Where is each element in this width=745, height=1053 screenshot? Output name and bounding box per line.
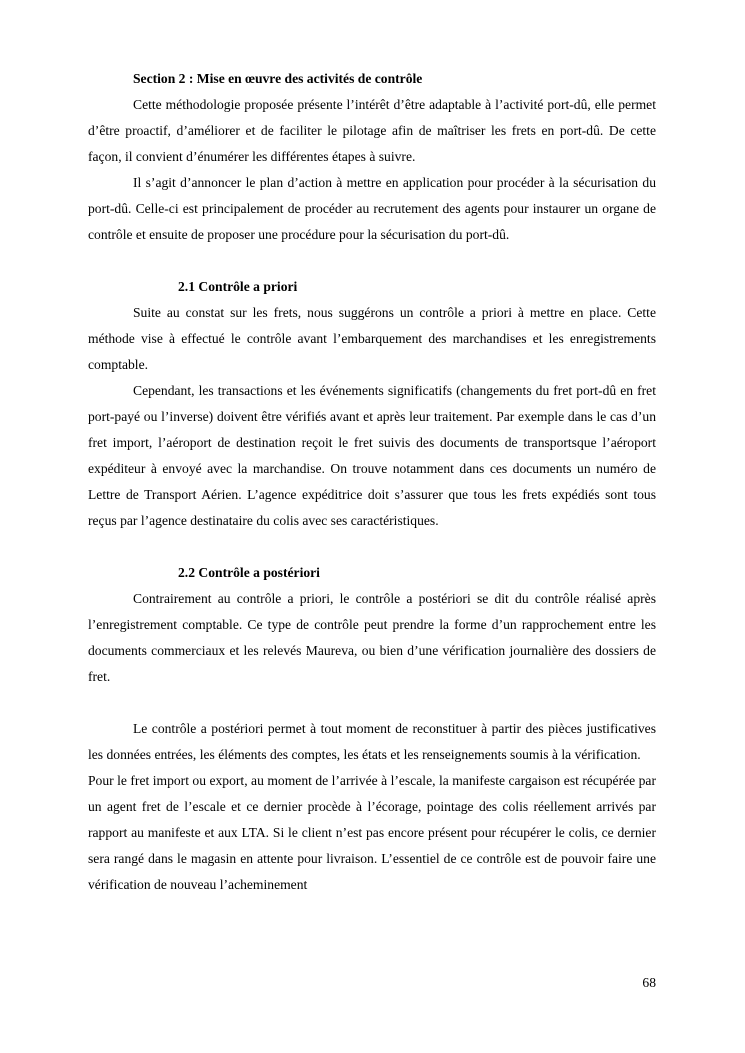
subsection-title-posteriori: 2.2 Contrôle a postériori xyxy=(178,565,320,580)
spacer xyxy=(88,534,656,560)
posteriori-paragraph-1: Contrairement au contrôle a priori, le contrôle a postériori se dit du contrôle réalisé après l’enregistrement comptable. Ce type de contrôle peut prendre la forme d’un rapprochement entre les documents commerciaux et les relevés Maureva, ou bien d’une vérification journalière des dossiers de fret. xyxy=(88,591,656,684)
intro-paragraph-2: Il s’agit d’annoncer le plan d’action à mettre en application pour procéder à la sécurisation du port-dû. Celle-ci est principalement de procéder au recrutement des agents pour instaurer un organe de contrôle et ensuite de proposer une procédure pour la sécurisation du port-dû. xyxy=(88,175,656,242)
page-number: 68 xyxy=(642,975,656,990)
priori-paragraph-1: Suite au constat sur les frets, nous suggérons un contrôle a priori à mettre en place. Cette méthode vise à effectué le contrôle avant l’embarquement des marchandises et les enregistrements comptable. xyxy=(88,305,656,372)
priori-paragraph-2: Cependant, les transactions et les événements significatifs (changements du fret port-dû en fret port-payé ou l’inverse) doivent être vérifiés avant et après leur traitement. Par exemple dans le cas d’un fret import, l’aéroport de destination reçoit le fret suivis des documents de transportsque l’aéroport expéditeur à envoyé avec la marchandise. On trouve notamment dans ces documents un numéro de Lettre de Transport Aérien. L’agence expéditrice doit s’assurer que tous les frets expédiés sont tous reçus par l’agence destinataire du colis avec ses caractéristiques. xyxy=(88,383,656,528)
spacer xyxy=(88,248,656,274)
posteriori-paragraph-3: Pour le fret import ou export, au moment de l’arrivée à l’escale, la manifeste cargaison est récupérée par un agent fret de l’escale et ce dernier procède à l’écorage, pointage des colis réellement arrivés par rapport au manifeste et aux LTA. Si le client n’est pas encore présent pour récupérer le colis, ce dernier sera rangé dans le magasin en attente pour livraison. L’essentiel de ce contrôle est de pouvoir faire une vérification de nouveau l’acheminement xyxy=(88,773,656,892)
section-title: Section 2 : Mise en œuvre des activités de contrôle xyxy=(133,71,423,86)
posteriori-paragraph-2: Le contrôle a postériori permet à tout moment de reconstituer à partir des pièces justificatives les données entrées, les éléments des comptes, les états et les renseignements soumis à la vérification. xyxy=(88,721,656,762)
document-page xyxy=(88,66,656,898)
spacer xyxy=(88,690,656,716)
subsection-title-priori: 2.1 Contrôle a priori xyxy=(178,279,298,294)
intro-paragraph-1: Cette méthodologie proposée présente l’intérêt d’être adaptable à l’activité port-dû, elle permet d’être proactif, d’améliorer et de faciliter le pilotage afin de maîtriser les frets en port-dû. De cette façon, il convient d’énumérer les différentes étapes à suivre. xyxy=(88,97,656,164)
